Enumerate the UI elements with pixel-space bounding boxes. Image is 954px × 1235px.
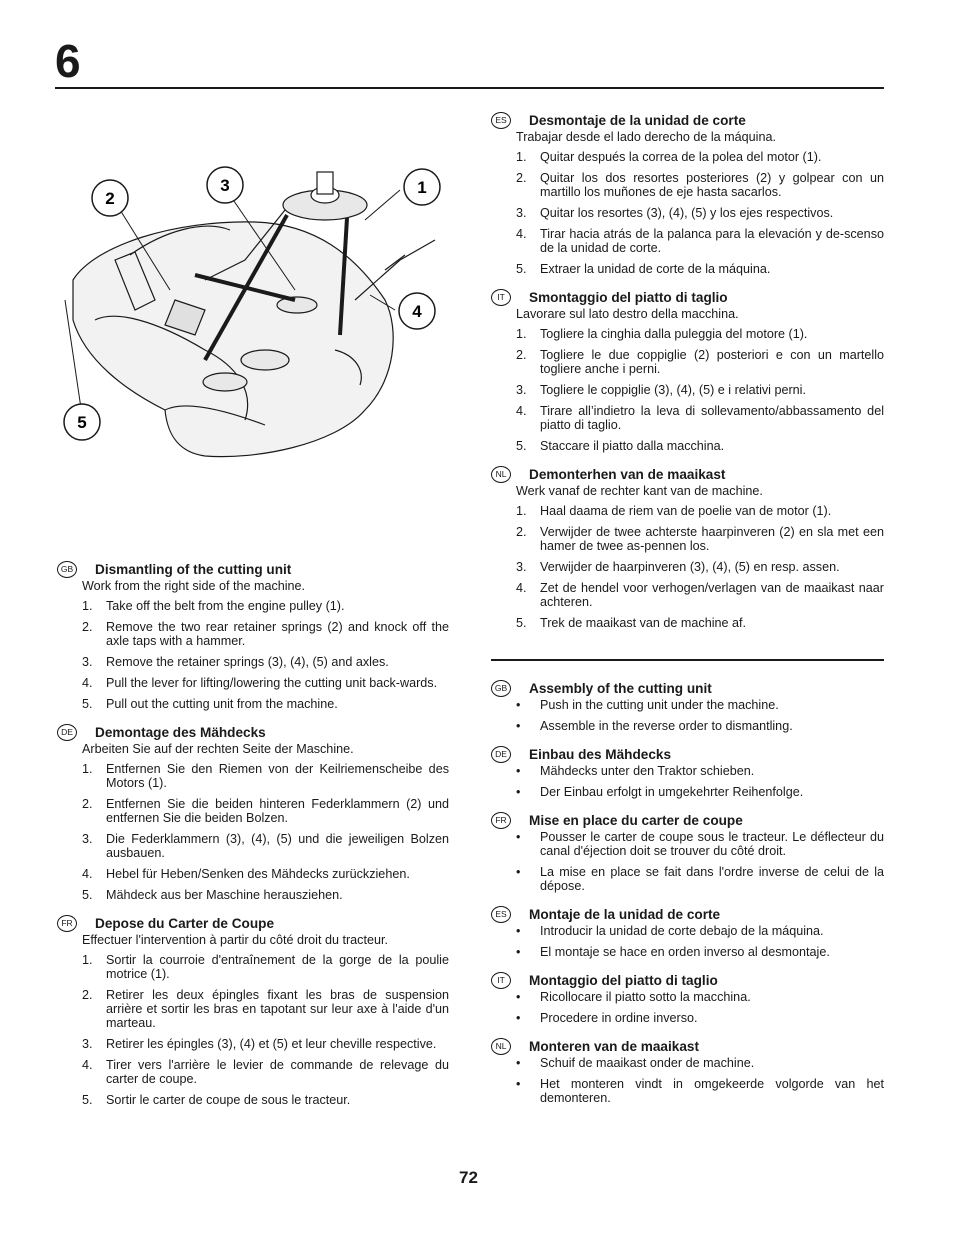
step-text: Take off the belt from the engine pulley (1). [106, 599, 345, 613]
step-number: 2. [82, 988, 93, 1002]
list-item [516, 262, 884, 276]
section-intro: Arbeiten Sie auf der rechten Seite der Maschine. [82, 742, 354, 756]
step-text: Quitar después la correa de la polea del motor (1). [540, 150, 822, 164]
list-item [516, 439, 884, 453]
list-item [516, 719, 884, 733]
section-title: Mise en place du carter de coupe [529, 812, 743, 828]
list-item [516, 1056, 884, 1070]
list-item [82, 1037, 449, 1051]
section-title: Dismantling of the cutting unit [95, 561, 292, 577]
step-text: Die Federklammern (3), (4), (5) und die jeweiligen Bolzen ausbauen. [106, 832, 449, 860]
step-number: 1. [516, 327, 527, 341]
list-item [516, 581, 884, 609]
bullet: • [516, 719, 521, 733]
section-title: Montaje de la unidad de corte [529, 906, 721, 922]
bullet: • [516, 1056, 521, 1070]
step-text: Tirare all’indietro la leva di sollevamento/abbassamento del piatto di taglio. [540, 404, 884, 432]
list-item [82, 620, 449, 648]
instruction-section [491, 746, 884, 799]
chapter-number: 6 [55, 35, 81, 87]
list-item [82, 1058, 449, 1086]
step-text: El montaje se hace en orden inverso al desmontaje. [540, 945, 830, 959]
language-badge: DE [57, 724, 77, 741]
right-column-top [491, 112, 884, 643]
section-intro: Werk vanaf de rechter kant van de machine. [516, 484, 763, 498]
step-number: 4. [516, 227, 527, 241]
step-text: Extraer la unidad de corte de la máquina. [540, 262, 771, 276]
list-item [516, 206, 884, 220]
step-list [491, 698, 884, 733]
step-text: Retirer les épingles (3), (4) et (5) et leur cheville respective. [106, 1037, 437, 1051]
list-item [516, 830, 884, 858]
svg-text:4: 4 [412, 302, 422, 321]
step-text: Staccare il piatto dalla macchina. [540, 439, 725, 453]
step-text: Pull the lever for lifting/lowering the cutting unit back-wards. [106, 676, 438, 690]
list-item [516, 404, 884, 432]
step-list [57, 953, 449, 1107]
instruction-section [491, 466, 884, 630]
step-number: 1. [82, 599, 93, 613]
step-list [491, 1056, 884, 1105]
list-item [516, 327, 884, 341]
list-item [82, 1093, 449, 1107]
step-text: Hebel für Heben/Senken des Mähdecks zurückziehen. [106, 867, 410, 881]
step-text: Togliere le due coppiglie (2) posteriori e con un martello togliere anche i perni. [540, 348, 884, 376]
step-text: Remove the two rear retainer springs (2) and knock off the axle taps with a hammer. [106, 620, 449, 648]
step-text: Tirar hacia atrás de la palanca para la elevación y de-scenso de la unidad de corte. [540, 227, 884, 255]
step-text: Togliere la cinghia dalla puleggia del motore (1). [540, 327, 808, 341]
list-item [516, 560, 884, 574]
section-title: Depose du Carter de Coupe [95, 915, 275, 931]
right-column-bottom [491, 680, 884, 1118]
instruction-section [491, 680, 884, 733]
section-header [491, 680, 884, 697]
svg-text:1: 1 [417, 178, 427, 197]
step-text: Quitar los resortes (3), (4), (5) y los ejes respectivos. [540, 206, 834, 220]
list-item [516, 616, 884, 630]
cutting-unit-illustration [55, 160, 455, 470]
language-badge: IT [491, 972, 511, 989]
language-badge: NL [491, 466, 511, 483]
section-title: Monteren van de maaikast [529, 1038, 699, 1054]
step-number: 1. [82, 762, 93, 776]
step-number: 2. [82, 797, 93, 811]
section-header [491, 746, 884, 763]
step-number: 2. [82, 620, 93, 634]
callout-5 [64, 404, 100, 440]
bullet: • [516, 945, 521, 959]
step-list [491, 504, 884, 630]
language-badge: IT [491, 289, 511, 306]
step-number: 3. [82, 655, 93, 669]
list-item [82, 697, 449, 711]
step-list [491, 150, 884, 276]
list-item [516, 764, 884, 778]
step-list [491, 764, 884, 799]
instruction-section [491, 112, 884, 276]
list-item [82, 888, 449, 902]
step-number: 3. [516, 206, 527, 220]
step-text: Pousser le carter de coupe sous le tracteur. Le déflecteur du canal d'éjection doit se trouver du côté droit. [540, 830, 884, 858]
step-number: 2. [516, 525, 527, 539]
step-number: 3. [82, 1037, 93, 1051]
step-text: Sortir le carter de coupe de sous le tracteur. [106, 1093, 351, 1107]
header-rule [55, 87, 884, 89]
section-header [491, 466, 884, 483]
svg-text:2: 2 [105, 189, 115, 208]
language-badge: FR [491, 812, 511, 829]
list-item [516, 383, 884, 397]
list-item [516, 865, 884, 893]
instruction-section [491, 972, 884, 1025]
section-header [491, 906, 884, 923]
list-item [516, 698, 884, 712]
language-badge: ES [491, 112, 511, 129]
list-item [516, 504, 884, 518]
step-text: Retirer les deux épingles fixant les bras de suspension arrière et sortir les bras en tapotant sur leur axe à l'aide d'un marteau. [106, 988, 449, 1030]
instruction-section [57, 915, 449, 1107]
section-header [491, 972, 884, 989]
svg-text:5: 5 [77, 413, 87, 432]
step-list [491, 830, 884, 893]
step-text: Der Einbau erfolgt in umgekehrter Reihenfolge. [540, 785, 804, 799]
list-item [82, 655, 449, 669]
instruction-section [57, 724, 449, 902]
list-item [516, 525, 884, 553]
section-header [491, 1038, 884, 1055]
step-text: Assemble in the reverse order to dismantling. [540, 719, 793, 733]
language-badge: ES [491, 906, 511, 923]
step-list [57, 762, 449, 902]
language-badge: GB [57, 561, 77, 578]
section-header [57, 724, 449, 741]
instruction-section [57, 561, 449, 711]
step-number: 5. [516, 439, 527, 453]
language-badge: FR [57, 915, 77, 932]
instruction-section [491, 1038, 884, 1105]
section-title: Desmontaje de la unidad de corte [529, 112, 746, 128]
section-title: Demontage des Mähdecks [95, 724, 266, 740]
step-text: Trek de maaikast van de machine af. [540, 616, 747, 630]
list-item [82, 762, 449, 790]
section-intro: Work from the right side of the machine. [82, 579, 306, 593]
step-number: 1. [516, 504, 527, 518]
step-number: 4. [516, 581, 527, 595]
list-item [516, 785, 884, 799]
step-number: 1. [82, 953, 93, 967]
list-item [82, 988, 449, 1030]
step-number: 4. [516, 404, 527, 418]
svg-text:3: 3 [220, 176, 230, 195]
section-header [491, 289, 884, 306]
section-header [491, 812, 884, 829]
step-text: Entfernen Sie die beiden hinteren Federklammern (2) und entfernen Sie die beiden Bolzen. [106, 797, 449, 825]
step-text: Ricollocare il piatto sotto la macchina. [540, 990, 751, 1004]
bullet: • [516, 865, 521, 879]
step-text: Zet de hendel voor verhogen/verlagen van de maaikast naar achteren. [540, 581, 884, 609]
step-list [491, 327, 884, 453]
step-text: Remove the retainer springs (3), (4), (5) and axles. [106, 655, 389, 669]
bullet: • [516, 1077, 521, 1091]
step-number: 3. [82, 832, 93, 846]
list-item [516, 171, 884, 199]
section-header [57, 915, 449, 932]
section-divider [491, 659, 884, 661]
page-number: 72 [459, 1168, 478, 1187]
bullet: • [516, 764, 521, 778]
list-item [516, 924, 884, 938]
step-number: 3. [516, 383, 527, 397]
bullet: • [516, 698, 521, 712]
callout-4 [399, 293, 435, 329]
step-text: Entfernen Sie den Riemen von der Keilriemenscheibe des Motors (1). [106, 762, 449, 790]
list-item [516, 1011, 884, 1025]
step-number: 4. [82, 676, 93, 690]
list-item [516, 150, 884, 164]
step-text: Togliere le coppiglie (3), (4), (5) e i relativi perni. [540, 383, 806, 397]
list-item [516, 348, 884, 376]
bullet: • [516, 990, 521, 1004]
step-text: Sortir la courroie d'entraînement de la gorge de la poulie motrice (1). [106, 953, 449, 981]
step-text: Mähdecks unter den Traktor schieben. [540, 764, 755, 778]
step-number: 4. [82, 867, 93, 881]
step-number: 5. [82, 888, 93, 902]
bullet: • [516, 830, 521, 844]
step-text: Pull out the cutting unit from the machine. [106, 697, 338, 711]
list-item [516, 227, 884, 255]
step-list [491, 990, 884, 1025]
step-number: 2. [516, 348, 527, 362]
section-intro: Trabajar desde el lado derecho de la máquina. [516, 130, 776, 144]
bullet: • [516, 785, 521, 799]
step-text: Verwijder de twee achterste haarpinveren (2) en sla met een hamer de twee as-pennen los. [540, 525, 884, 553]
section-title: Montaggio del piatto di taglio [529, 972, 718, 988]
list-item [82, 599, 449, 613]
left-column [57, 561, 449, 1120]
step-text: Push in the cutting unit under the machine. [540, 698, 779, 712]
list-item [516, 990, 884, 1004]
instruction-section [491, 812, 884, 893]
list-item [516, 1077, 884, 1105]
step-text: Verwijder de haarpinveren (3), (4), (5) en resp. assen. [540, 560, 840, 574]
list-item [82, 797, 449, 825]
section-header [57, 561, 449, 578]
step-text: La mise en place se fait dans l'ordre inverse de celui de la dépose. [540, 865, 884, 893]
step-text: Schuif de maaikast onder de machine. [540, 1056, 755, 1070]
step-number: 3. [516, 560, 527, 574]
list-item [82, 867, 449, 881]
step-text: Procedere in ordine inverso. [540, 1011, 698, 1025]
step-number: 4. [82, 1058, 93, 1072]
step-text: Mähdeck aus ber Maschine herausziehen. [106, 888, 343, 902]
step-number: 5. [82, 1093, 93, 1107]
step-text: Introducir la unidad de corte debajo de la máquina. [540, 924, 824, 938]
step-text: Tirer vers l'arrière le levier de commande de relevage du carter de coupe. [106, 1058, 449, 1086]
section-title: Smontaggio del piatto di taglio [529, 289, 728, 305]
language-badge: GB [491, 680, 511, 697]
language-badge: NL [491, 1038, 511, 1055]
step-list [57, 599, 449, 711]
step-number: 5. [82, 697, 93, 711]
step-number: 5. [516, 262, 527, 276]
instruction-section [491, 906, 884, 959]
section-intro: Lavorare sul lato destro della macchina. [516, 307, 739, 321]
bullet: • [516, 924, 521, 938]
language-badge: DE [491, 746, 511, 763]
instruction-section [491, 289, 884, 453]
callout-2 [92, 180, 128, 216]
step-list [491, 924, 884, 959]
step-text: Quitar los dos resortes posteriores (2) y golpear con un martillo los muñones de eje hasta sacarlos. [540, 171, 884, 199]
list-item [82, 832, 449, 860]
step-text: Haal daama de riem van de poelie van de motor (1). [540, 504, 832, 518]
list-item [516, 945, 884, 959]
section-title: Demonterhen van de maaikast [529, 466, 726, 482]
bullet: • [516, 1011, 521, 1025]
section-header [491, 112, 884, 129]
step-number: 1. [516, 150, 527, 164]
step-number: 2. [516, 171, 527, 185]
section-title: Assembly of the cutting unit [529, 680, 712, 696]
callout-3 [207, 167, 243, 203]
step-text: Het monteren vindt in omgekeerde volgorde van het demonteren. [540, 1077, 884, 1105]
list-item [82, 676, 449, 690]
callout-1 [404, 169, 440, 205]
section-title: Einbau des Mähdecks [529, 746, 672, 762]
list-item [82, 953, 449, 981]
step-number: 5. [516, 616, 527, 630]
section-intro: Effectuer l'intervention à partir du côté droit du tracteur. [82, 933, 388, 947]
